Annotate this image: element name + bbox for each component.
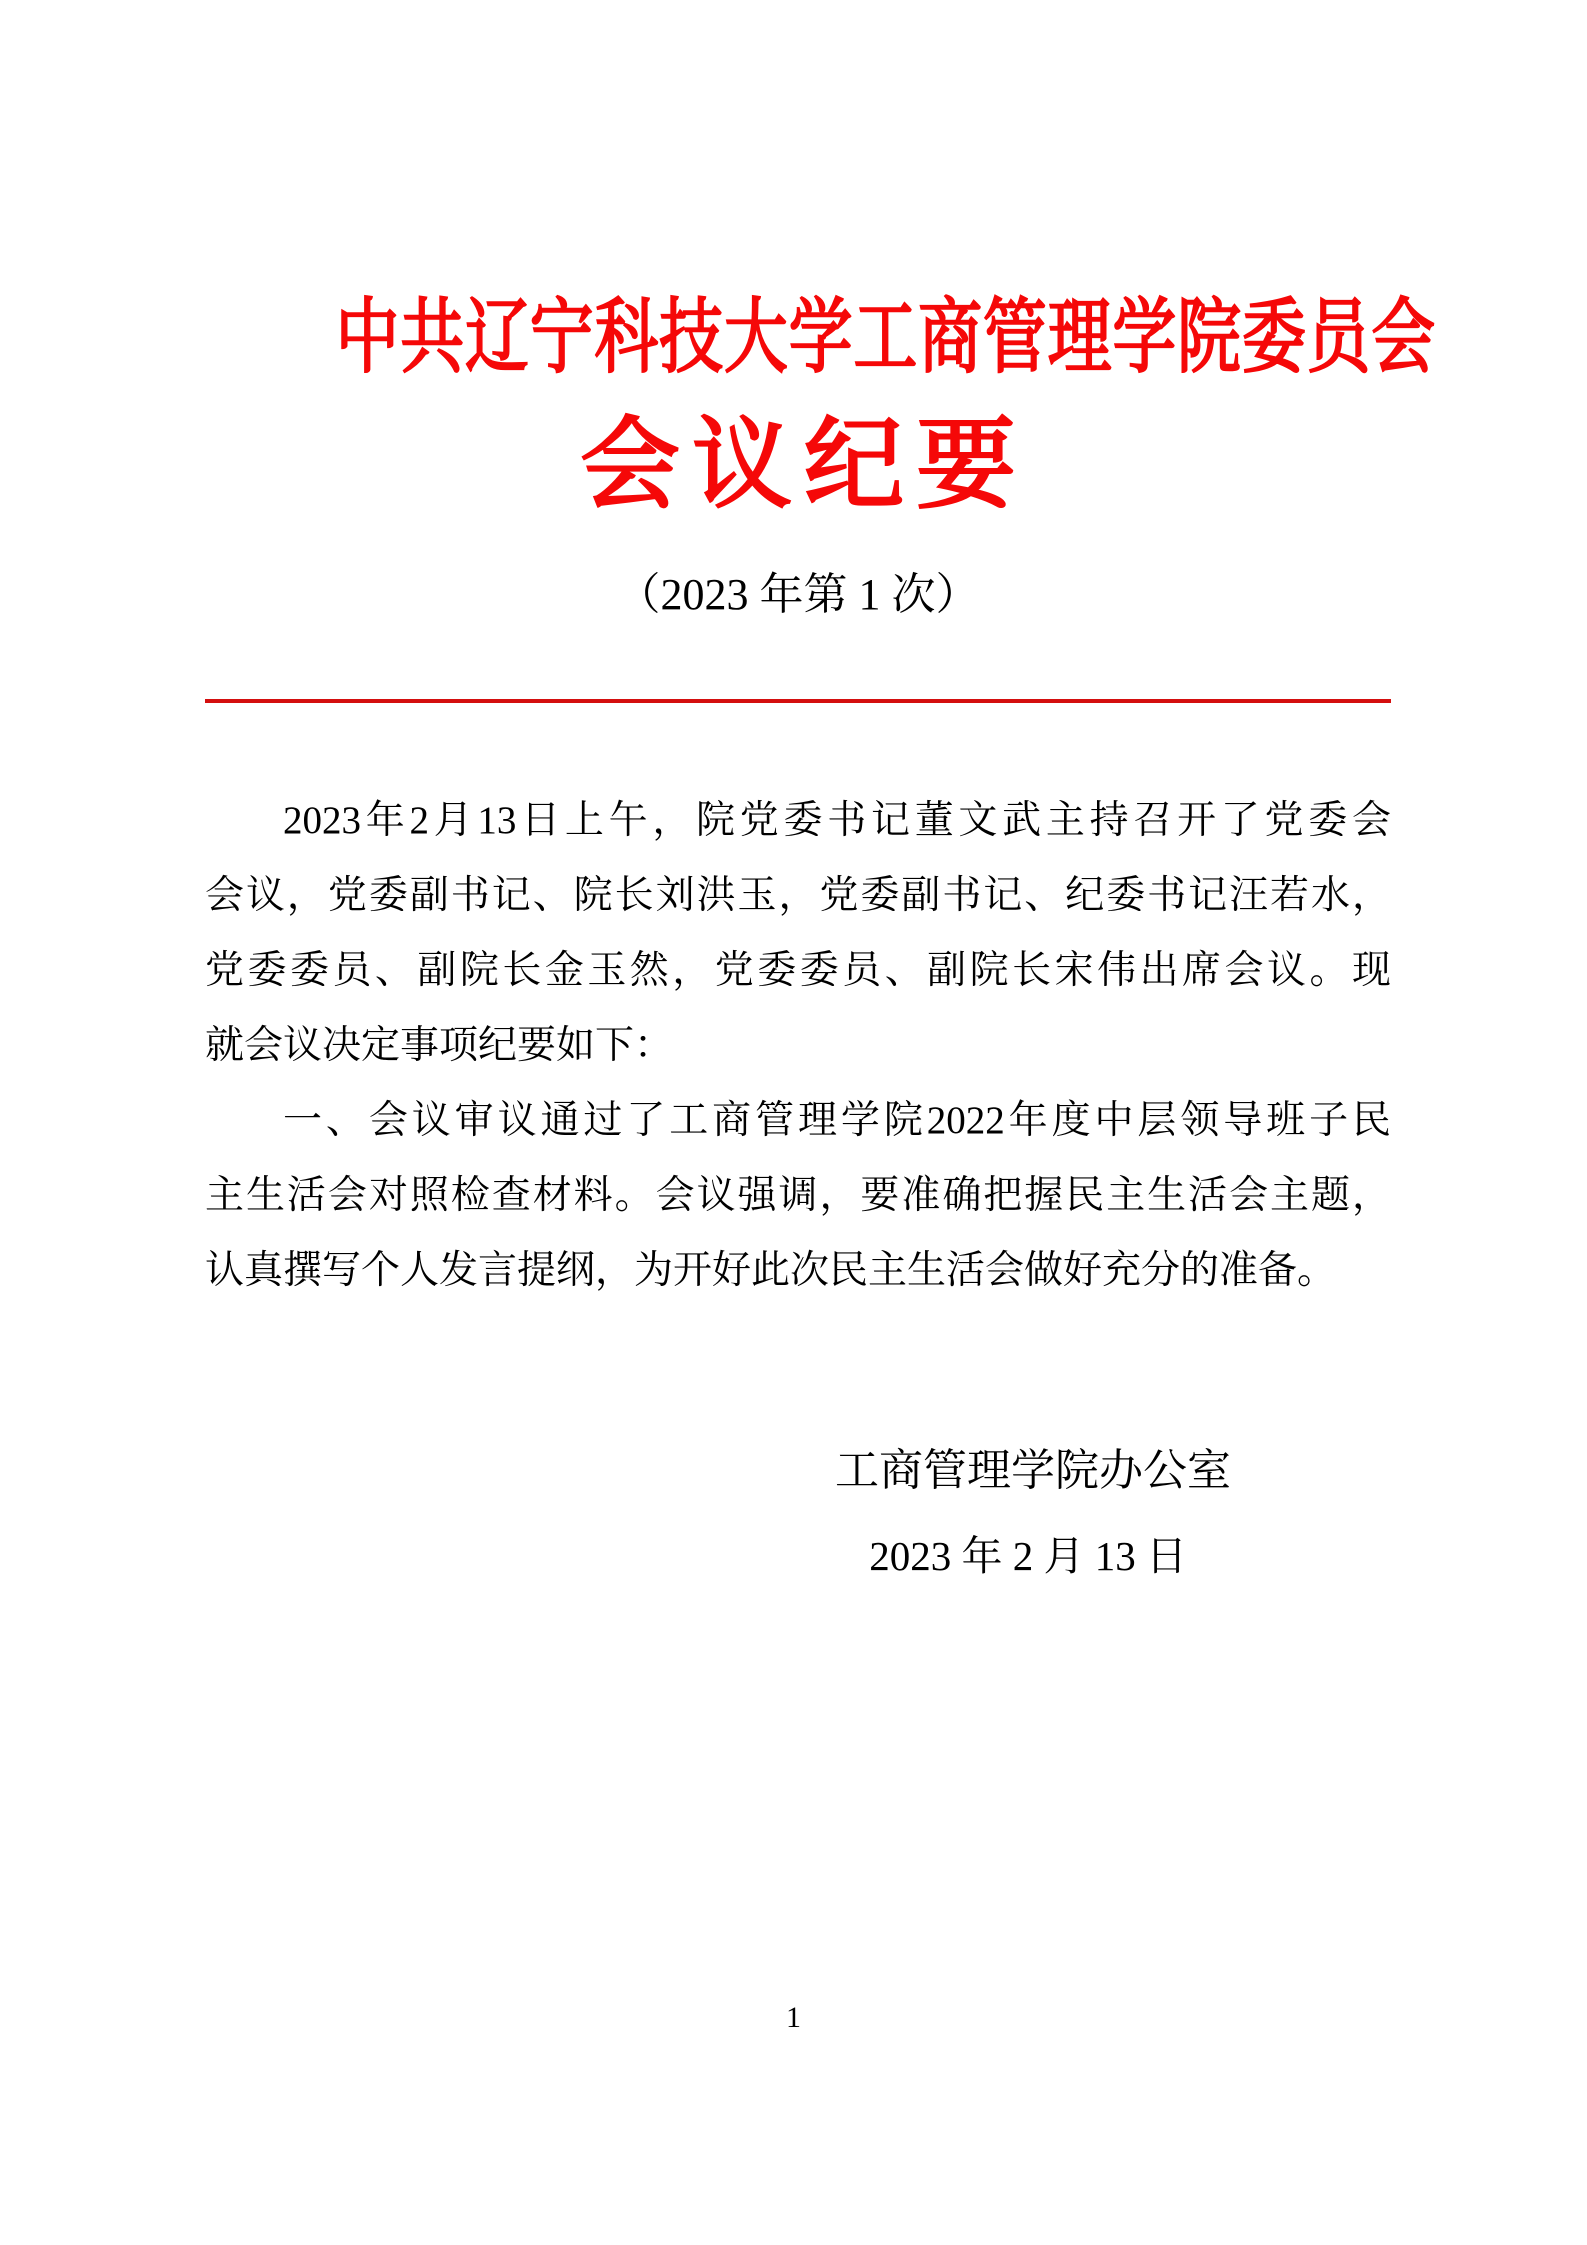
paragraph [205,1083,1391,1308]
signature-block [205,1440,1391,1584]
doc-type-title: 会议纪要 [580,408,1028,521]
body-line: 就会议决定事项纪要如下： [205,1024,674,1068]
body-line: 会议，党委副书记、院长刘洪玉，党委副书记、纪委书记汪若水， [205,874,1391,918]
page-number: 1 [786,2001,801,2034]
issue-number-label: （2023 年第 1 次） [616,569,980,619]
body-line: 认真撰写个人发言提纲，为开好此次民主生活会做好充分的准备。 [205,1249,1337,1293]
body-line: 一、会议审议通过了工商管理学院2022年度中层领导班子民 [283,1099,1391,1143]
document-body [205,783,1391,1308]
org-title: 中共辽宁科技大学工商管理学院委员会 [335,292,1437,383]
body-line: 2023年2月13日上午，院党委书记董文武主持召开了党委会 [283,799,1391,843]
page-content [0,292,1587,1584]
body-line: 主生活会对照检查材料。会议强调，要准确把握民主生活会主题， [205,1174,1391,1218]
signature-org: 工商管理学院办公室 [835,1446,1231,1496]
body-line: 党委委员、副院长金玉然，党委委员、副院长宋伟出席会议。现 [205,949,1391,993]
paragraph [205,783,1391,1083]
signature-date: 2023 年 2 月 13 日 [869,1533,1187,1580]
red-divider-line [205,699,1391,703]
